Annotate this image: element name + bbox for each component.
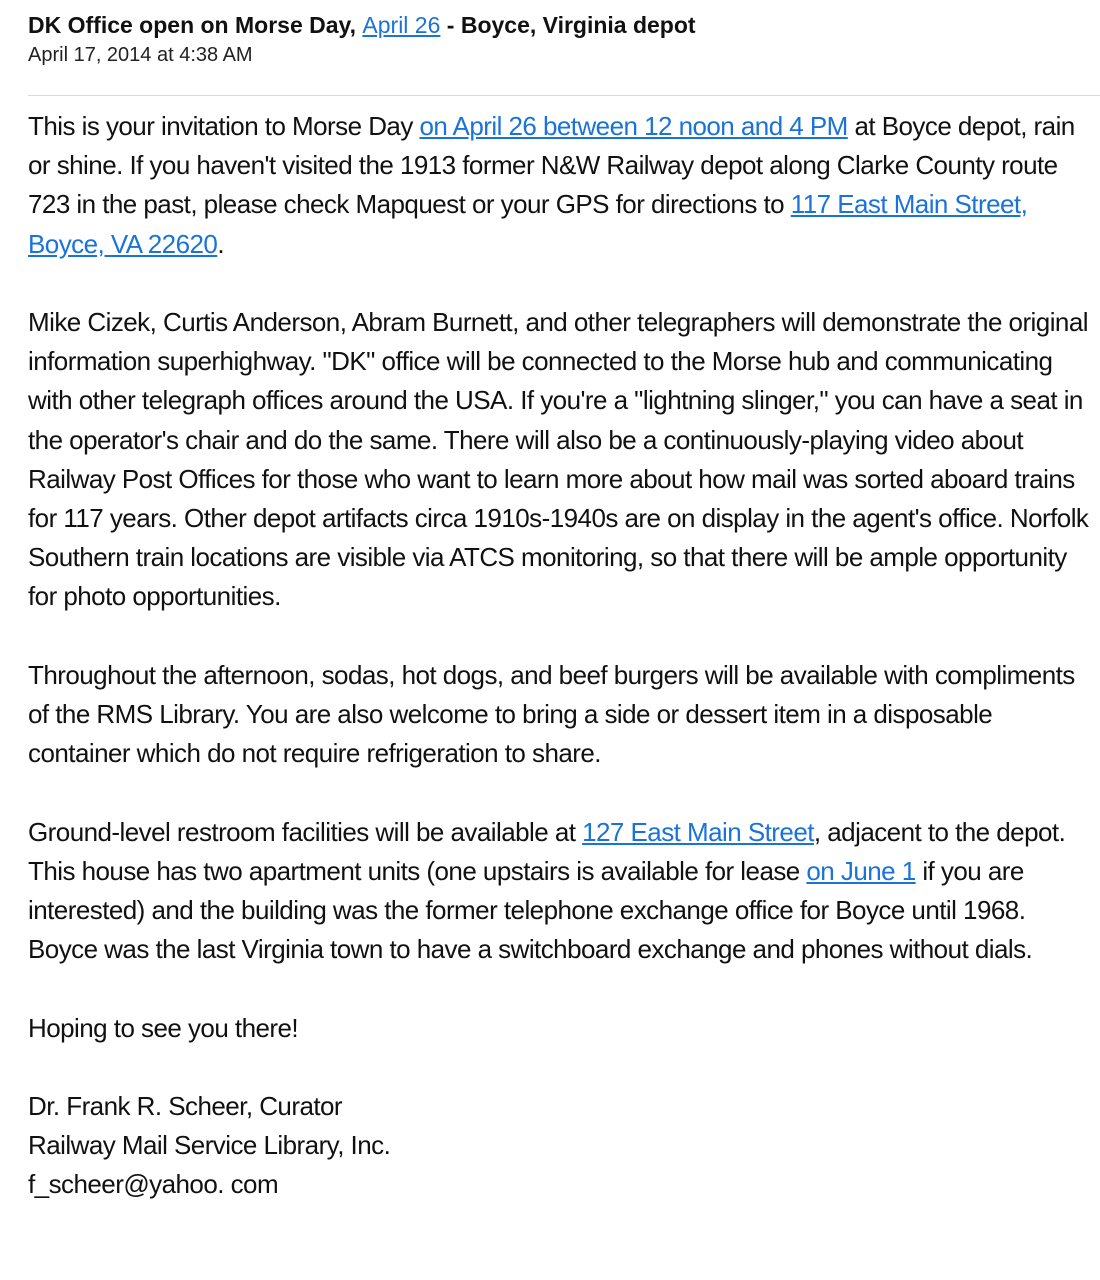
lease-date-link[interactable]: on June 1 — [806, 855, 916, 886]
subject-date-link[interactable]: April 26 — [362, 12, 441, 38]
restrooms-text-3: if you are interested) and the building was the former telephone exchange office for Boyce until 1968. Boyce was the last Virginia town to have a switchboard exchange and phones without dials. — [28, 855, 1033, 965]
paragraph-invitation — [28, 107, 1100, 264]
restrooms-text-2: , adjacent to the depot. This house has two apartment units (one upstairs is available for lease — [28, 816, 1066, 886]
invitation-text-3: . — [217, 228, 224, 259]
email-date: April 17, 2014 at 4:38 AM — [28, 44, 253, 66]
restrooms-text-1: Ground-level restroom facilities will be available at — [28, 816, 583, 847]
email-body — [28, 107, 1100, 1205]
signature-name: Dr. Frank R. Scheer, Curator — [28, 1091, 343, 1121]
signature-organization: Railway Mail Service Library, Inc. — [28, 1130, 391, 1161]
paragraph-closing: Hoping to see you there! — [28, 1012, 299, 1043]
depot-address-link[interactable]: 117 East Main Street, Boyce, VA 22620 — [28, 189, 1028, 259]
invitation-text-1: This is your invitation to Morse Day — [28, 111, 420, 141]
header-divider — [28, 95, 1100, 96]
paragraph-refreshments: Throughout the afternoon, sodas, hot dogs, and beef burgers will be available with compliments of the RMS Library. You are also welcome to bring a side or dessert item in a disposable container which do not require refrigeration to share. — [28, 659, 1075, 769]
event-time-link[interactable]: on April 26 between 12 noon and 4 PM — [419, 111, 848, 141]
paragraph-restrooms — [28, 813, 1100, 970]
invitation-text-2: at Boyce depot, rain or shine. If you haven't visited the 1913 former N&W Railway depot along Clarke County route 723 in the past, please check Mapquest or your GPS for directions to — [28, 111, 1075, 220]
subject-prefix: DK Office open on Morse Day, — [28, 12, 363, 38]
email-header — [28, 10, 1100, 69]
signature-email: f_scheer@yahoo. com — [28, 1169, 279, 1200]
email-subject — [28, 10, 1100, 40]
subject-suffix: - Boyce, Virginia depot — [440, 12, 696, 38]
restroom-address-link[interactable]: 127 East Main Street — [582, 816, 814, 847]
paragraph-telegraphers: Mike Cizek, Curtis Anderson, Abram Burnett, and other telegraphers will demonstrate the original information superhighway. "DK" office will be connected to the Morse hub and communicating with other telegraph offices around the USA. If you're a "lightning slinger," you can have a seat in the operator's chair and do the same. There will also be a continuously-playing video about Railway Post Offices for those who want to learn more about how mail was sorted aboard trains for 117 years. Other depot artifacts circa 1910s-1940s are on display in the agent's office. Norfolk Southern train locations are visible via ATCS monitoring, so that there will be ample opportunity for photo opportunities. — [28, 307, 1089, 612]
